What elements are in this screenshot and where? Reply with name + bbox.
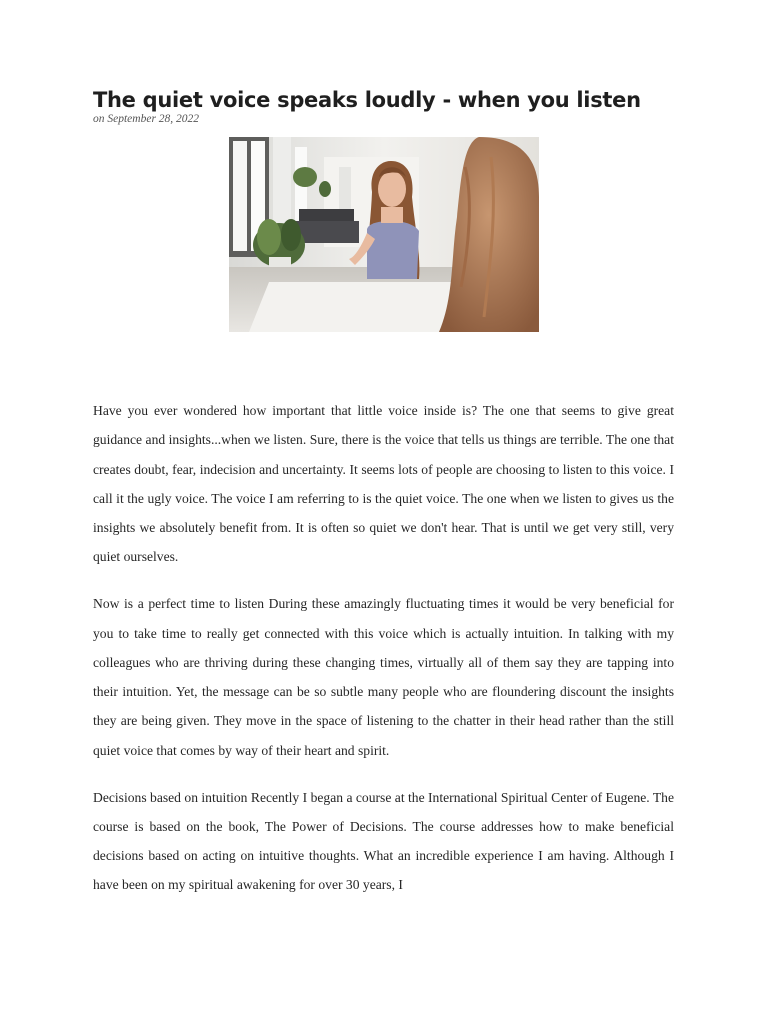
article-photo [229,137,539,332]
paragraph-1: Have you ever wondered how important that little voice inside is? The one that seems to give great guidance and insights...when we listen. Sure, there is the voice that tells us things are terrible. The one that creates doubt, fear, indecision and uncertainty. It seems lots of people are choosing to listen to this voice. I call it the ugly voice. The voice I am referring to is the quiet voice. The one when we listen to gives us the insights we absolutely benefit from. It is often so quiet we don't hear. That is until we get very still, very quiet ourselves. [93,403,674,565]
paragraph-2: Now is a perfect time to listen During these amazingly fluctuating times it would be very beneficial for you to take time to really get connected with this voice which is actually intuition. In talking with my colleagues who are thriving during these changing times, virtually all of them say they are tapping into their intuition. Yet, the message can be so subtle many people who are floundering discount the insights they are being given. They move in the space of listening to the chatter in their head rather than the still quiet voice that comes by way of their heart and spirit. [93,596,674,758]
article-body [93,396,674,917]
article-title: The quiet voice speaks loudly - when you listen [93,88,641,112]
article-date: on September 28, 2022 [93,113,200,125]
paragraph-3: Decisions based on intuition Recently I began a course at the International Spiritual Center of Eugene. The course is based on the book, The Power of Decisions. The course addresses how to make beneficial decisions based on acting on intuitive thoughts. What an incredible experience I am having. Although I have been on my spiritual awakening for over 30 years, I [93,789,674,893]
